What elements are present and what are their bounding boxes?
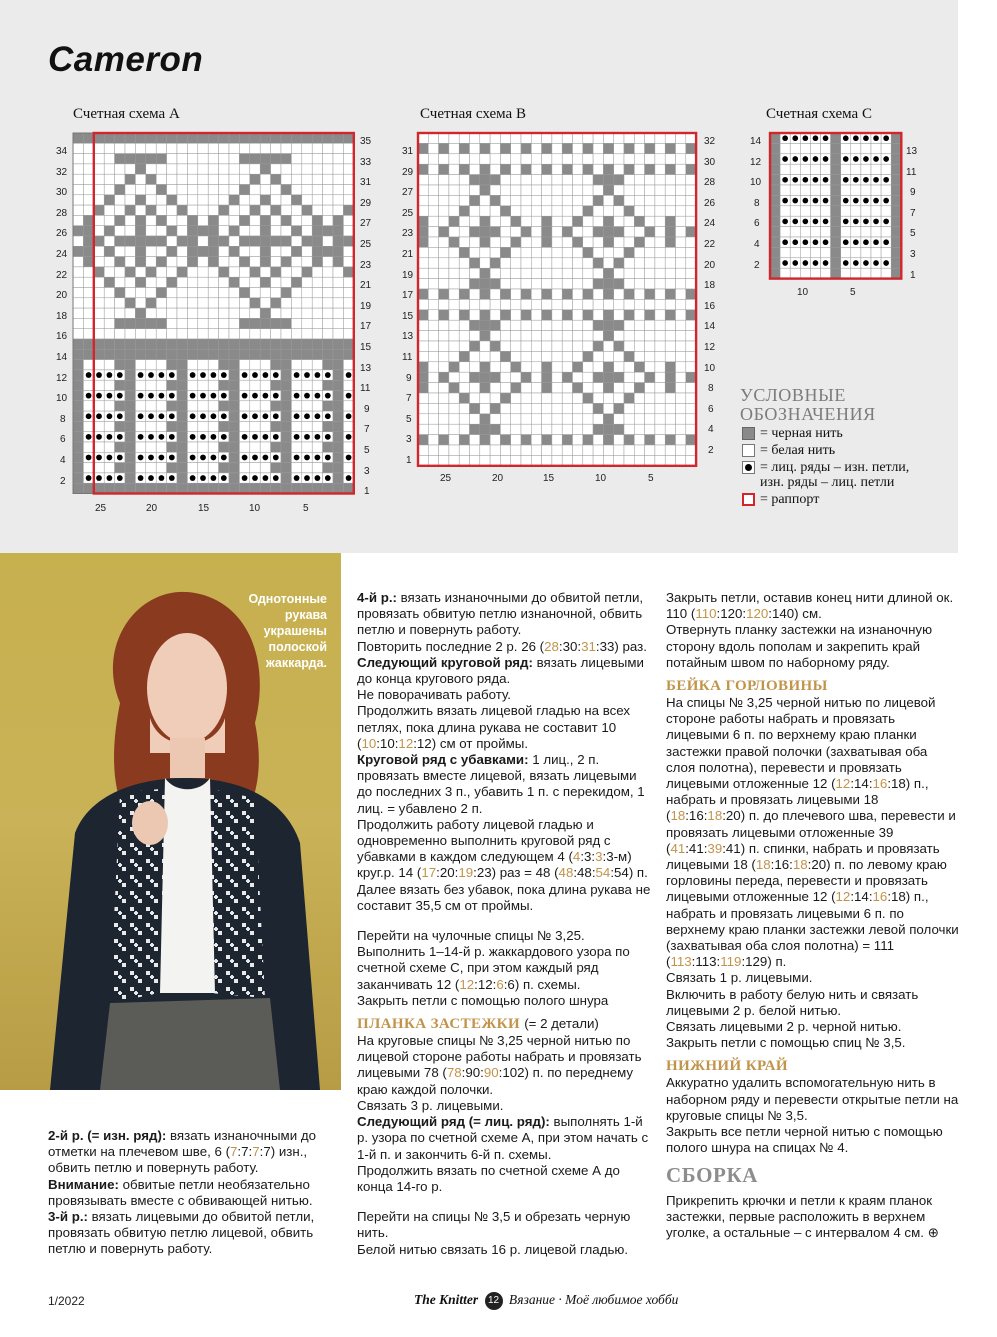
chart-a-right-label: 11 <box>360 383 371 394</box>
paragraph: Аккуратно удалить вспомогательную нить в наборном ряду и перевести открытые петли на круговые спицы № 3,5. <box>666 1075 959 1123</box>
chart-b-right-label: 14 <box>704 321 716 332</box>
chart-b-right-label: 24 <box>704 218 716 229</box>
chart-a-right-label: 1 <box>364 486 370 497</box>
chart-c-left-label: 10 <box>750 177 762 188</box>
chart-a-right-label: 31 <box>360 177 372 188</box>
chart-b-left-label: 19 <box>402 270 414 281</box>
chart-a-right-label: 23 <box>360 260 372 271</box>
chart-a-left-label: 24 <box>56 249 68 260</box>
photo-caption <box>248 591 327 671</box>
paragraph: Прикрепить крючки и петли к краям планок застежки, первые расположить в верхнем уголке, а остальные – с интервалом 4 см. ⊕ <box>666 1192 939 1240</box>
chart-a-left-label: 32 <box>56 167 68 178</box>
chart-c-right-label: 5 <box>910 228 916 239</box>
paragraph: Закрыть петли с помощью полого шнура <box>357 992 609 1008</box>
chart-a-left-label: 6 <box>60 434 66 445</box>
chart-a-left-label: 22 <box>56 270 68 281</box>
chart-b-bottom-label: 25 <box>440 473 452 484</box>
paragraph: 3-й р.: вязать лицевыми до обвитой петли, провязать обвитую петлю лицевой, обвить петлю и повернуть работу. <box>48 1209 315 1257</box>
chart-c-bottom-label: 10 <box>797 287 809 298</box>
chart-b-right-label: 16 <box>704 301 716 312</box>
chart-a-right-label: 13 <box>360 363 372 374</box>
paragraph: Не поворачивать работу. <box>357 687 511 703</box>
chart-b-right-label: 2 <box>708 445 714 456</box>
paragraph: Связать лицевыми 2 р. черной нитью. <box>666 1019 902 1035</box>
chart-a-left-label: 30 <box>56 187 68 198</box>
black-swatch-icon <box>742 427 755 440</box>
chart-c-left-label: 2 <box>754 260 760 271</box>
chart-b-right-label: 22 <box>704 239 716 250</box>
paragraph: Продолжить вязать лицевой гладью на всех петлях, пока длина рукава не составит 10 (10:10:12:12) см от проймы. <box>357 703 631 751</box>
chart-a-right-label: 35 <box>360 136 372 147</box>
legend-dot-label: = лиц. ряды – изн. петли, <box>760 460 910 475</box>
section-heading-bottom-edge: НИЖНИЙ КРАЙ <box>666 1058 788 1075</box>
legend-black-label: = черная нить <box>760 426 843 441</box>
paragraph: Круговой ряд с убавками: 1 лиц., 2 п. провязать вместе лицевой, вязать лицевыми до последних 3 п., убавить 1 п. с перекидом, 1 лиц. = убавлено 2 п. <box>357 752 645 816</box>
paragraph: На спицы № 3,25 черной нитью по лицевой стороне работы набрать и провязать лицевыми 6 п. по верхнему краю планки застежки правой полочки (захватывая оба слоя полотна), перевести и провязать лицевыми отложенные 12 (12:14:16:18) п., набрать и провязать лицевыми 18 (18:16:18:20) п. до плечевого шва, перевести и провязать лицевыми отложенные 39 (41:41:39:41) п. спинки, набрать и провязать лицевыми 18 (18:16:18:20) п. по левому краю горловины переда, перевести и провязать лицевыми отложенные 12 (12:14:16:18) п., набрать и провязать лицевыми 6 п. по верхнему краю планки застежки левой полочки (захватывая оба слоя полотна) = 111 (113:113:119:129) п. <box>666 695 959 970</box>
magazine-name: Вязание · Моё любимое хобби <box>508 1292 679 1308</box>
chart-b-bottom-label: 15 <box>543 473 555 484</box>
chart-a-right-label: 29 <box>360 198 372 209</box>
chart-b-right-label: 8 <box>708 383 714 394</box>
chart-a-title: Счетная схема А <box>73 106 180 122</box>
text-column-2 <box>357 590 653 1258</box>
chart-b-left-label: 11 <box>402 352 413 363</box>
paragraph: Закрыть все петли черной нитью с помощью полого шнура на спицах № 4. <box>666 1124 943 1156</box>
chart-a-left-label: 12 <box>56 373 68 384</box>
repeat-swatch-icon <box>742 493 755 506</box>
chart-a-left-label: 28 <box>56 208 68 219</box>
text-column-1 <box>48 1128 338 1258</box>
chart-c-grid <box>770 133 902 280</box>
end-mark-icon: ⊕ <box>927 1224 939 1240</box>
chart-c-right-label: 11 <box>906 167 917 178</box>
paragraph: Белой нитью связать 16 р. лицевой гладью. <box>357 1241 629 1257</box>
chart-c-right-label: 3 <box>910 249 916 260</box>
chart-c-right-label: 9 <box>910 187 916 198</box>
chart-a-right-label: 21 <box>360 280 372 291</box>
model-photo <box>0 553 341 1090</box>
paragraph: Закрыть петли с помощью спиц № 3,5. <box>666 1035 906 1051</box>
paragraph: Закрыть петли, оставив конец нити длиной ок. 110 (110:120:120:140) см. <box>666 590 954 622</box>
legend <box>740 386 955 507</box>
chart-c-left-label: 6 <box>754 218 760 229</box>
legend-dot-label-2: изн. ряды – лиц. петли <box>760 475 895 490</box>
chart-a-right-label: 7 <box>364 424 370 435</box>
chart-b-right-label: 28 <box>704 177 716 188</box>
legend-white-label: = белая нить <box>760 443 836 458</box>
paragraph: 4-й р.: вязать изнаночными до обвитой петли, провязать обвитую петлю изнаночной, обвить петлю и повернуть работу. <box>357 590 644 638</box>
chart-a-right-label: 19 <box>360 301 372 312</box>
section-heading-assembly: СБОРКА <box>666 1162 759 1187</box>
chart-b-left-label: 31 <box>402 146 414 157</box>
paragraph: На круговые спицы № 3,25 черной нитью по лицевой стороне работы набрать и провязать лицевыми 78 (78:90:90:102) п. по переднему краю каждой полочки. <box>357 1033 642 1097</box>
chart-b-left-label: 9 <box>406 373 412 384</box>
chart-b-right-label: 12 <box>704 342 716 353</box>
chart-a-bottom-label: 15 <box>198 503 210 514</box>
section-heading-neckband: БЕЙКА ГОРЛОВИНЫ <box>666 678 828 695</box>
chart-a-grid <box>73 133 355 497</box>
chart-b-bottom-label: 20 <box>492 473 504 484</box>
chart-b-right-label: 10 <box>704 363 716 374</box>
chart-b-right-label: 18 <box>704 280 716 291</box>
paragraph: Связать 3 р. лицевыми. <box>357 1097 504 1113</box>
chart-a-left-label: 20 <box>56 290 68 301</box>
legend-heading-1: УСЛОВНЫЕ <box>740 385 847 405</box>
paragraph: Включить в работу белую нить и связать лицевыми 2 р. белой нитью. <box>666 986 919 1018</box>
chart-b-bottom-label: 10 <box>595 473 607 484</box>
chart-c-title: Счетная схема С <box>766 106 872 122</box>
section-heading-placket: ПЛАНКА ЗАСТЕЖКИ (= 2 детали) <box>357 1016 599 1033</box>
legend-repeat-label: = раппорт <box>760 492 820 507</box>
chart-a-left-label: 18 <box>56 311 68 322</box>
chart-b-left-label: 23 <box>402 228 414 239</box>
dot-swatch-icon <box>742 461 755 474</box>
paragraph: Повторить последние 2 р. 26 (28:30:31:33) раз. <box>357 638 647 654</box>
chart-a-bottom-label: 25 <box>95 503 107 514</box>
caption-line: украшены <box>263 624 327 638</box>
chart-a-left-label: 4 <box>60 455 66 466</box>
chart-a-right-label: 9 <box>364 404 370 415</box>
paragraph: Перейти на спицы № 3,5 и обрезать черную нить. <box>357 1209 631 1241</box>
caption-line: полоской <box>268 640 327 654</box>
chart-b-bottom-label: 5 <box>648 473 654 484</box>
brand-name: The Knitter <box>414 1292 479 1308</box>
chart-b-left-label: 15 <box>402 311 414 322</box>
chart-a-left-label: 14 <box>56 352 68 363</box>
chart-b-left-label: 29 <box>402 167 414 178</box>
paragraph: Связать 1 р. лицевыми. <box>666 970 813 986</box>
chart-b-left-label: 27 <box>402 187 414 198</box>
paragraph: 2-й р. (= изн. ряд): вязать изнаночными до отметки на плечевом шве, 6 (7:7:7:7) изн., обвить петлю и повернуть работу. <box>48 1128 316 1176</box>
paragraph: Отвернуть планку застежки на изнаночную сторону вдоль пополам и закрепить край потайным швом по наборному ряду. <box>666 622 933 670</box>
chart-c-right-label: 7 <box>910 208 916 219</box>
chart-b-right-label: 26 <box>704 198 716 209</box>
chart-b-left-label: 25 <box>402 208 414 219</box>
chart-b-left-label: 13 <box>402 331 414 342</box>
caption-line: рукава <box>284 608 327 622</box>
legend-white <box>740 443 955 458</box>
chart-b-right-label: 4 <box>708 424 714 435</box>
footer-brand <box>414 1292 678 1310</box>
chart-a-bottom-label: 5 <box>303 503 309 514</box>
legend-black <box>740 426 955 441</box>
chart-b-grid <box>418 133 696 466</box>
paragraph: Внимание: обвитые петли необязательно провязывать вместе с обвивающей нитью. <box>48 1176 313 1208</box>
chart-a-left-label: 34 <box>56 146 68 157</box>
text-column-3 <box>666 590 960 1241</box>
chart-b-right-label: 6 <box>708 404 714 415</box>
chart-a-right-label: 5 <box>364 445 370 456</box>
chart-a-left-label: 8 <box>60 414 66 425</box>
chart-b-title: Счетная схема В <box>420 106 526 122</box>
legend-dot-2 <box>740 475 955 490</box>
page-title: Cameron <box>48 40 204 79</box>
issue-number: 1/2022 <box>48 1294 85 1308</box>
chart-a-left-label: 2 <box>60 476 66 487</box>
chart-a-right-label: 3 <box>364 466 370 477</box>
chart-a-right-label: 15 <box>360 342 372 353</box>
chart-c-left-label: 14 <box>750 136 762 147</box>
legend-repeat <box>740 492 955 507</box>
chart-b-left-label: 7 <box>406 393 412 404</box>
paragraph: Следующий ряд (= лиц. ряд): выполнять 1-й р. узора по счетной схеме А, при этом начать с 1-й п. и закончить 6-й п. схемы. <box>357 1114 649 1162</box>
chart-c-left-label: 8 <box>754 198 760 209</box>
caption-line: Однотонные <box>248 592 327 606</box>
chart-a-right-label: 33 <box>360 157 372 168</box>
paragraph: Перейти на чулочные спицы № 3,25. <box>357 928 585 944</box>
legend-heading-2: ОБОЗНАЧЕНИЯ <box>740 404 876 424</box>
chart-a-bottom-label: 20 <box>146 503 158 514</box>
chart-b-right-label: 30 <box>704 157 716 168</box>
chart-c-left-label: 4 <box>754 239 760 250</box>
chart-b-right-label: 32 <box>704 136 716 147</box>
paragraph: Выполнить 1–14-й р. жаккардового узора по счетной схеме С, при этом каждый ряд заканчивать 12 (12:12:6:6) п. схемы. <box>357 944 630 992</box>
caption-line: жаккарда. <box>265 656 327 670</box>
paragraph: Далее вязать без убавок, пока длина рукава не составит 35,5 см от проймы. <box>357 881 651 913</box>
white-swatch-icon <box>742 444 755 457</box>
paragraph: Следующий круговой ряд: вязать лицевыми до конца кругового ряда. <box>357 654 644 687</box>
chart-b-left-label: 1 <box>406 455 412 466</box>
chart-a-bottom-label: 10 <box>249 503 261 514</box>
chart-b-left-label: 3 <box>406 434 412 445</box>
chart-a-left-label: 16 <box>56 331 68 342</box>
chart-c-bottom-label: 5 <box>850 287 856 298</box>
chart-b-left-label: 17 <box>402 290 414 301</box>
chart-a-left-label: 26 <box>56 228 68 239</box>
page-number: 12 <box>485 1292 503 1310</box>
chart-b-left-label: 21 <box>402 249 414 260</box>
chart-c-right-label: 1 <box>910 270 916 281</box>
paragraph: Продолжить вязать по счетной схеме А до конца 14-го р. <box>357 1162 620 1194</box>
chart-a-right-label: 17 <box>360 321 372 332</box>
chart-b-left-label: 5 <box>406 414 412 425</box>
chart-b-right-label: 20 <box>704 260 716 271</box>
chart-c-right-label: 13 <box>906 146 918 157</box>
chart-a-right-label: 25 <box>360 239 372 250</box>
legend-dot <box>740 460 955 475</box>
chart-a-left-label: 10 <box>56 393 68 404</box>
chart-a-right-label: 27 <box>360 218 372 229</box>
paragraph: Продолжить работу лицевой гладью и одновременно выполнить круговой ряд с убавками в каждом следующем 4 (4:3:3:3-м) круг.р. 14 (17:20:19:23) раз = 48 (48:48:54:54) п. <box>357 816 648 881</box>
chart-c-left-label: 12 <box>750 157 762 168</box>
